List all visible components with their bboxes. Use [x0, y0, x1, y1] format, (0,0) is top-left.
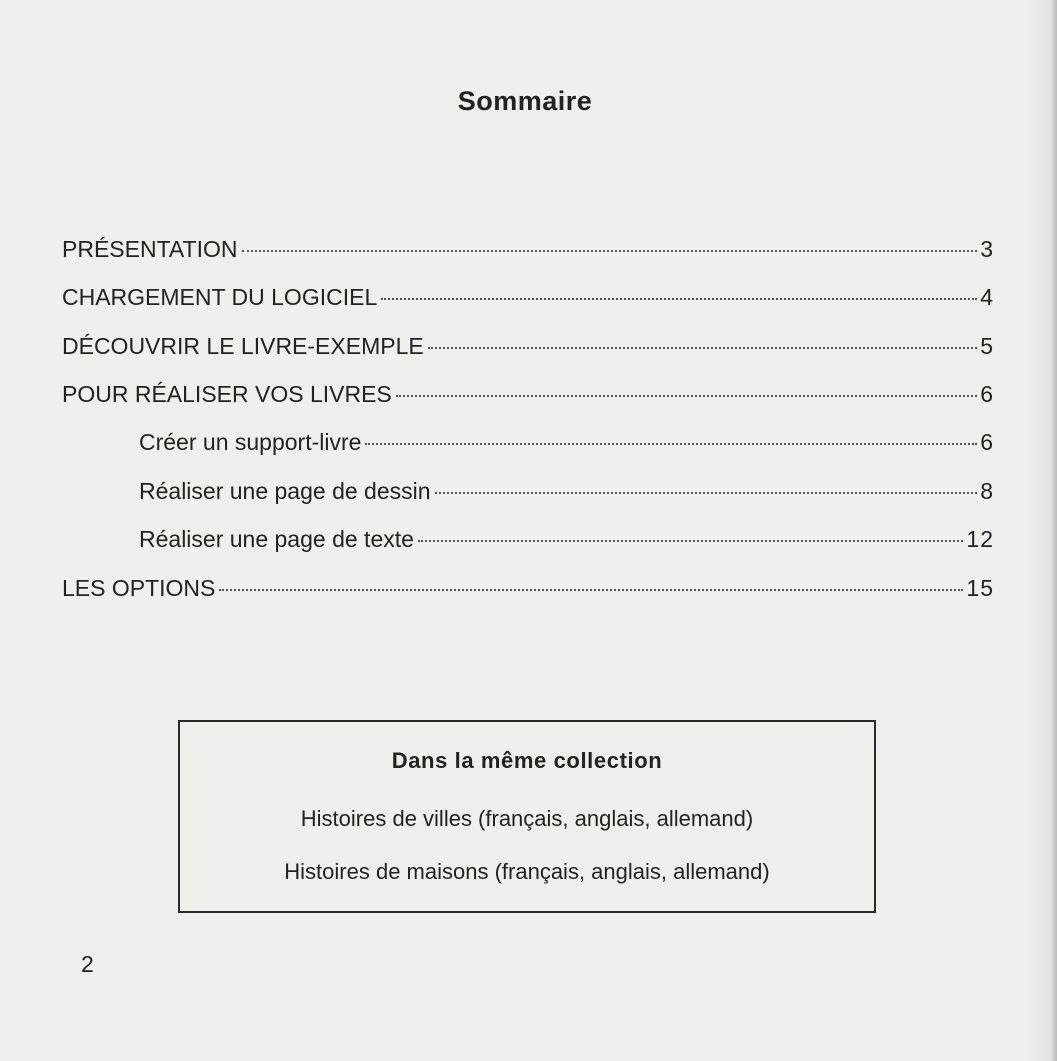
page-edge-shadow	[1051, 0, 1057, 1061]
toc-entry-realiser-livres	[62, 381, 994, 417]
collection-box	[178, 720, 876, 913]
toc-entry-page-dessin	[139, 478, 994, 514]
toc-entry-page: 15	[966, 575, 994, 601]
toc-entry-page: 12	[966, 526, 994, 552]
collection-box-title: Dans la même collection	[391, 748, 663, 773]
collection-item: Histoires de villes (français, anglais, allemand)	[300, 806, 754, 831]
toc-entry-label: POUR RÉALISER VOS LIVRES	[62, 381, 392, 407]
toc-entry-page: 4	[980, 284, 994, 310]
toc-entry-page: 6	[980, 381, 994, 407]
toc-leader-dots	[418, 540, 963, 542]
toc-entry-label: CHARGEMENT DU LOGICIEL	[62, 284, 378, 310]
page-title: Sommaire	[457, 86, 593, 116]
toc-leader-dots	[219, 589, 963, 591]
toc-entry-label: Réaliser une page de dessin	[139, 478, 431, 504]
toc-entry-chargement	[62, 284, 994, 320]
toc-entry-support-livre	[139, 429, 994, 465]
toc-entry-page-texte	[139, 526, 994, 562]
toc-leader-dots	[435, 492, 978, 494]
toc-entry-label: PRÉSENTATION	[62, 236, 238, 262]
toc-leader-dots	[381, 298, 977, 300]
toc-leader-dots	[242, 250, 978, 252]
toc-entry-label: LES OPTIONS	[62, 575, 216, 601]
toc-entry-label: Réaliser une page de texte	[139, 526, 414, 552]
toc-entry-label: Créer un support-livre	[139, 429, 362, 455]
toc-entry-page: 8	[980, 478, 994, 504]
toc-leader-dots	[365, 443, 977, 445]
page-number: 2	[81, 951, 94, 977]
toc-entry-page: 6	[980, 429, 994, 455]
toc-entry-options	[62, 575, 994, 611]
toc-entry-page: 3	[980, 236, 994, 262]
toc-leader-dots	[428, 347, 977, 349]
toc-entry-presentation	[62, 236, 994, 272]
toc-entry-label: DÉCOUVRIR LE LIVRE-EXEMPLE	[62, 333, 424, 359]
collection-item: Histoires de maisons (français, anglais, allemand)	[284, 859, 770, 884]
toc-entry-page: 5	[980, 333, 994, 359]
toc-leader-dots	[396, 395, 977, 397]
toc-entry-decouvrir	[62, 333, 994, 369]
